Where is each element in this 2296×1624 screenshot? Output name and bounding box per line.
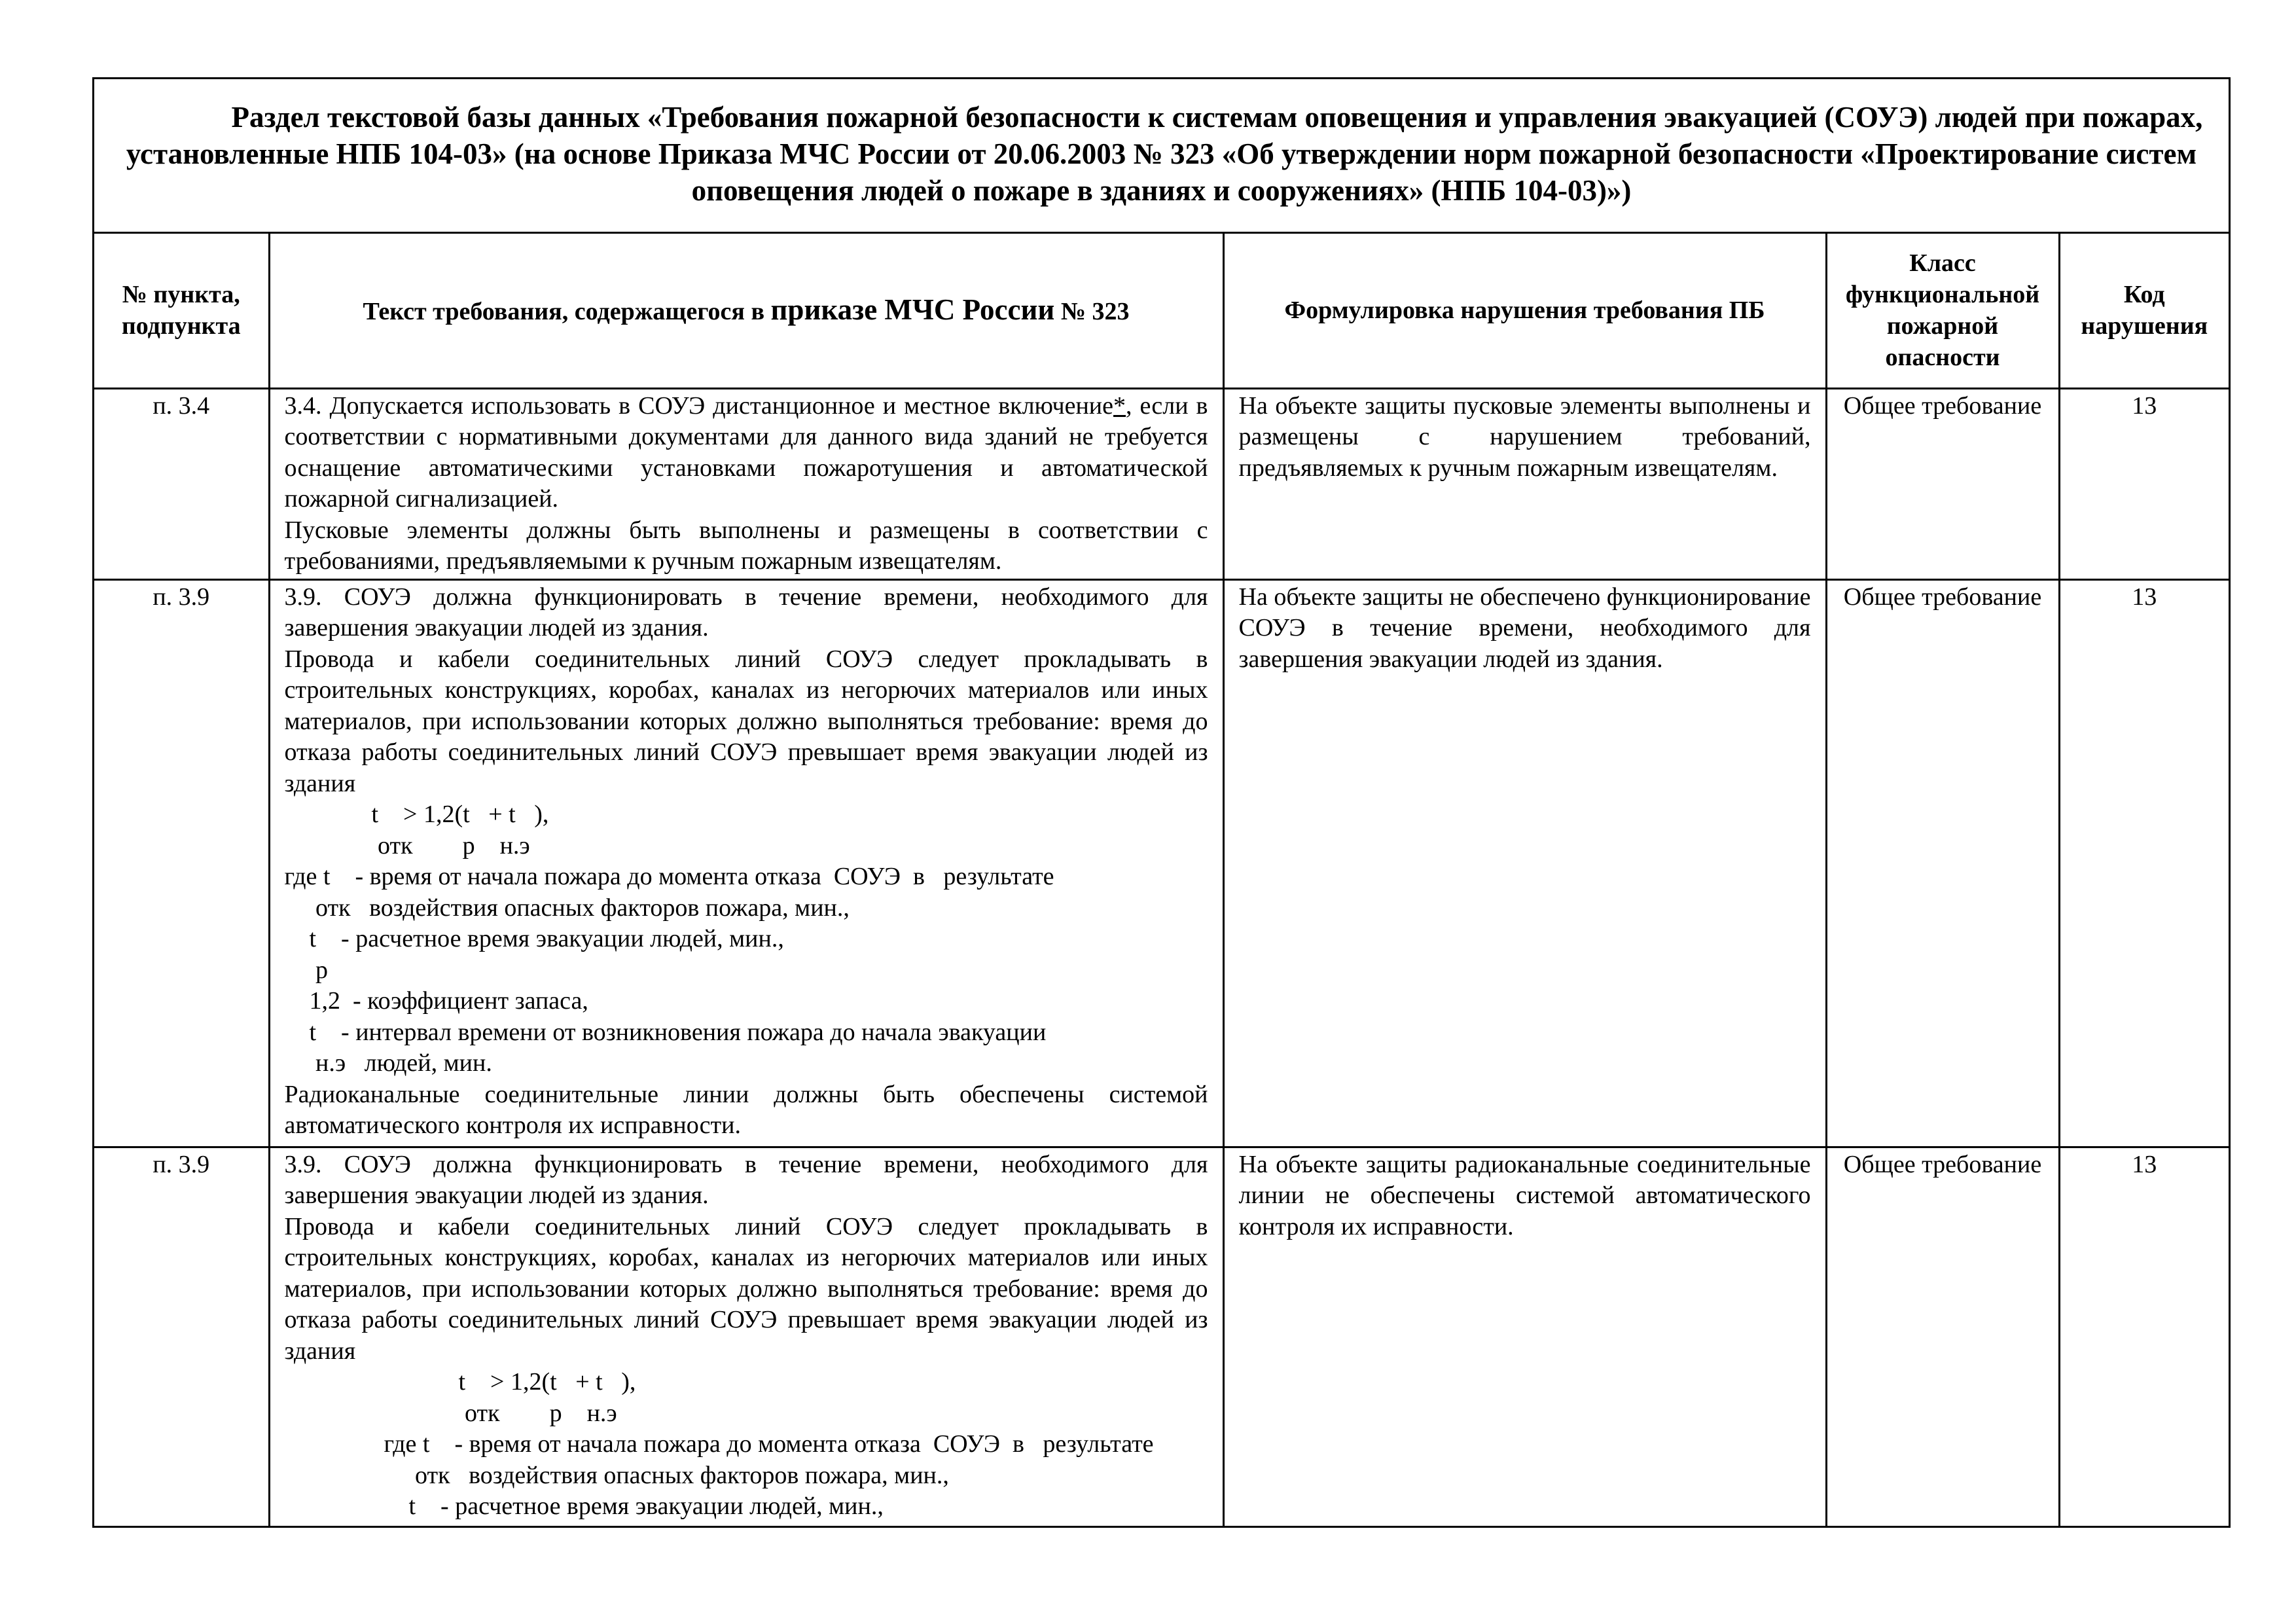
header-text-prefix: Текст требования, содержащегося в [363, 297, 771, 325]
formula-line: t > 1,2(t + t ), [284, 1368, 636, 1396]
formula-line: отк р н.э [284, 831, 530, 859]
requirements-table [94, 234, 2229, 1528]
table-row [94, 388, 2229, 579]
requirement-paragraph: 3.9. СОУЭ должна функционировать в течение времени, необходимого для завершения эвакуации людей из здания. [284, 1150, 1208, 1209]
formula-line: отк воздействия опасных факторов пожара, мин., [284, 1461, 949, 1489]
formula-line: отк р н.э [284, 1399, 617, 1427]
row-num: п. 3.9 [94, 579, 269, 1147]
document-sheet [92, 77, 2231, 1528]
header-code: Код нарушения [2059, 234, 2229, 388]
requirement-paragraph: Провода и кабели соединительных линий СОУЭ следует прокладывать в строительных конструкциях, коробах, каналах из негорючих материалов или иных материалов, при использовании которых должно выполняться требование: время до отказа работы соединительных линий СОУЭ превышает время эвакуации людей из здания [284, 1212, 1208, 1365]
row-code: 13 [2059, 388, 2229, 579]
formula-line: t - интервал времени от возникновения пожара до начала эвакуации [284, 1018, 1047, 1046]
row-requirement-text [269, 1147, 1223, 1526]
row-num: п. 3.9 [94, 1147, 269, 1526]
table-row [94, 579, 2229, 1147]
row-code: 13 [2059, 579, 2229, 1147]
row-requirement-text [269, 579, 1223, 1147]
header-violation: Формулировка нарушения требования ПБ [1223, 234, 1826, 388]
requirement-paragraph: Пусковые элементы должны быть выполнены и размещены в соответствии с требованиями, предъявляемыми к ручным пожарным извещателям. [284, 516, 1208, 575]
formula-line: отк воздействия опасных факторов пожара, мин., [284, 893, 850, 922]
requirement-text-part: 3.4. Допускается использовать в СОУЭ дистанционное и местное включение [284, 391, 1114, 420]
formula-line: 1,2 - коэффициент запаса, [284, 987, 588, 1015]
formula-line: н.э людей, мин. [284, 1049, 492, 1077]
row-violation: На объекте защиты радиоканальные соединительные линии не обеспечены системой автоматического контроля их исправности. [1223, 1147, 1826, 1526]
header-text [269, 234, 1223, 388]
formula-line: t - расчетное время эвакуации людей, мин., [284, 925, 784, 952]
table-row [94, 1147, 2229, 1526]
requirement-paragraph: Радиоканальные соединительные линии должны быть обеспечены системой автоматического контроля их исправности. [284, 1080, 1208, 1139]
header-text-suffix: № 323 [1054, 297, 1130, 325]
formula-line: где t - время от начала пожара до момента отказа СОУЭ в результате [284, 1430, 1154, 1458]
row-class: Общее требование [1826, 1147, 2059, 1526]
row-requirement-text [269, 388, 1223, 579]
formula-line: где t - время от начала пожара до момента отказа СОУЭ в результате [284, 863, 1054, 890]
requirement-paragraph: 3.9. СОУЭ должна функционировать в течение времени, необходимого для завершения эвакуации людей из здания. [284, 583, 1208, 641]
formula-line: р [284, 956, 328, 984]
requirement-paragraph [285, 391, 1208, 515]
header-class: Класс функциональной пожарной опасности [1826, 234, 2059, 388]
row-code: 13 [2059, 1147, 2229, 1526]
document-title [94, 79, 2229, 234]
requirement-paragraph: Провода и кабели соединительных линий СОУЭ следует прокладывать в строительных конструкциях, коробах, каналах из негорючих материалов или иных материалов, при использовании которых должно выполняться требование: время до отказа работы соединительных линий СОУЭ превышает время эвакуации людей из здания [284, 645, 1208, 797]
row-class: Общее требование [1826, 579, 2059, 1147]
table-header-row [94, 234, 2229, 388]
header-text-big: приказе МЧС России [770, 293, 1055, 326]
row-num: п. 3.4 [94, 388, 269, 579]
formula-line: t - расчетное время эвакуации людей, мин., [284, 1492, 884, 1520]
row-violation: На объекте защиты пусковые элементы выполнены и размещены с нарушением требований, предъявляемых к ручным пожарным извещателям. [1223, 388, 1826, 579]
row-class: Общее требование [1826, 388, 2059, 579]
row-violation: На объекте защиты не обеспечено функционирование СОУЭ в течение времени, необходимого для завершения эвакуации людей из здания. [1223, 579, 1826, 1147]
header-num: № пункта, подпункта [94, 234, 269, 388]
formula-line: t > 1,2(t + t ), [284, 801, 549, 828]
document-title-text: Раздел текстовой базы данных «Требования пожарной безопасности к системам оповещения и управления эвакуацией (СОУЭ) людей при пожарах, установленные НПБ 104-03» (на основе Приказа МЧС России от 20.06.2003 № 323 «Об утверждении норм пожарной безопасности «Проектирование систем оповещения людей о пожаре в зданиях и сооружениях» (НПБ 104-03)») [126, 100, 2203, 207]
requirement-text-part: , если в соответствии с нормативными документами для данного вида зданий не требуется оснащение автоматическими установками пожаротушения и автоматической пожарной сигнализацией. [284, 391, 1208, 513]
footnote-link[interactable]: * [1113, 391, 1126, 420]
